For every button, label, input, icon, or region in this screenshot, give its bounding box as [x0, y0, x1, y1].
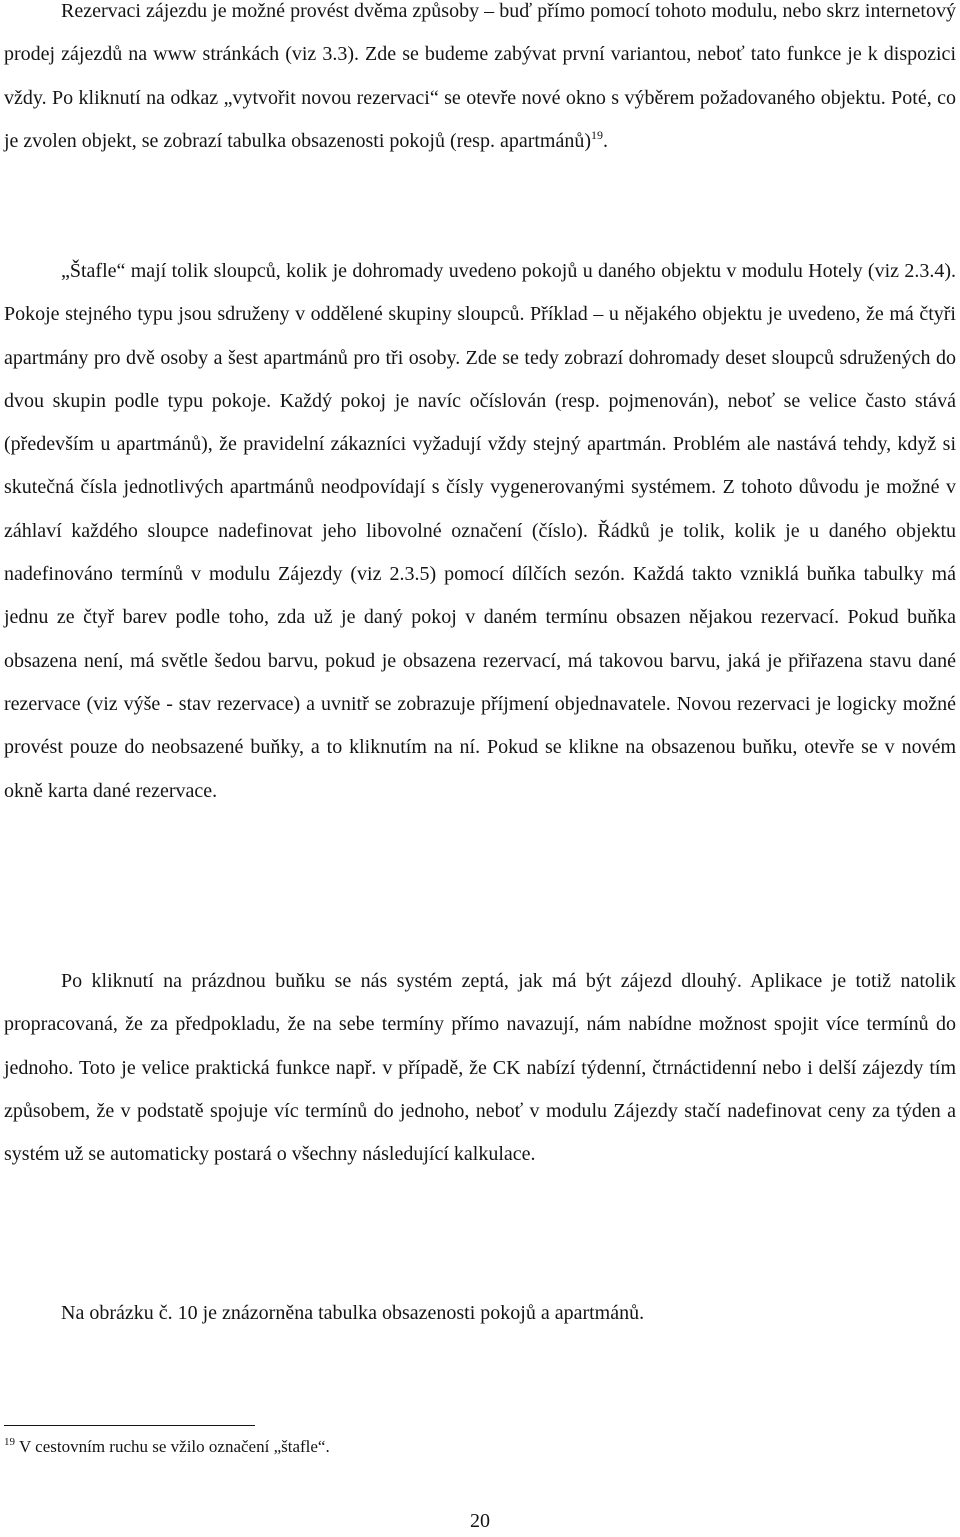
paragraph-1	[4, 0, 956, 163]
footnote-separator	[4, 1425, 255, 1426]
footnote-reference: 19	[591, 127, 604, 142]
paragraph-3-text: Po kliknutí na prázdnou buňku se nás systém zeptá, jak má být zájezd dlouhý. Aplikace je totiž natolik propracovaná, že za předpokladu, že na sebe termíny přímo navazují, nám nabídne možnost spojit více termínů do jednoho. Toto je velice praktická funkce např. v případě, že CK nabízí týdenní, čtrnáctidenní nebo i delší zájezdy tím způsobem, že v podstatě spojuje víc termínů do jednoho, neboť v modulu Zájezdy stačí nadefinovat ceny za týden a systém už se automaticky postará o všechny následující kalkulace.	[4, 970, 956, 1166]
page-number: 20	[470, 1510, 490, 1532]
paragraph-2	[4, 250, 956, 813]
footnote-number: 19	[4, 1436, 15, 1448]
paragraph-3	[4, 960, 956, 1176]
paragraph-4-text: Na obrázku č. 10 je znázorněna tabulka obsazenosti pokojů a apartmánů.	[61, 1302, 645, 1324]
paragraph-1-text: Rezervaci zájezdu je možné provést dvěma způsoby – buď přímo pomocí tohoto modulu, nebo skrz internetový prodej zájezdů na www stránkách (viz 3.3). Zde se budeme zabývat první variantou, neboť tato funkce je k dispozici vždy. Po kliknutí na odkaz „vytvořit novou rezervaci“ se otevře nové okno s výběrem požadovaného objektu. Poté, co je zvolen objekt, se zobrazí tabulka obsazenosti pokojů (resp. apartmánů)	[4, 0, 956, 152]
footnote	[4, 1436, 330, 1458]
paragraph-2-text: „Štafle“ mají tolik sloupců, kolik je dohromady uvedeno pokojů u daného objektu v modulu Hotely (viz 2.3.4). Pokoje stejného typu jsou sdruženy v oddělené skupiny sloupců. Příklad – u nějakého objektu je uvedeno, že má čtyři apartmány pro dvě osoby a šest apartmánů pro tři osoby. Zde se tedy zobrazí dohromady deset sloupců sdružených do dvou skupin podle typu pokoje. Každý pokoj je navíc očíslován (resp. pojmenován), neboť se velice často stává (především u apartmánů), že pravidelní zákazníci vyžadují vždy stejný apartmán. Problém ale nastává tehdy, když si skutečná čísla jednotlivých apartmánů neodpovídají s čísly vygenerovanými systémem. Z tohoto důvodu je možné v záhlaví každého sloupce nadefinovat jeho libovolné označení (číslo). Řádků je tolik, kolik je u daného objektu nadefinováno termínů v modulu Zájezdy (viz 2.3.5) pomocí dílčích sezón. Každá takto vzniklá buňka tabulky má jednu ze čtyř barev podle toho, zda už je daný pokoj v daném termínu obsazen nějakou rezervací. Pokud buňka obsazena není, má světle šedou barvu, pokud je obsazena rezervací, má takovou barvu, jaká je přiřazena stavu dané rezervace (viz výše - stav rezervace) a uvnitř se zobrazuje příjmení objednavatele. Novou rezervaci je logicky možné provést pouze do neobsazené buňky, a to kliknutím na ní. Pokud se klikne na obsazenou buňku, otevře se v novém okně karta dané rezervace.	[4, 260, 956, 802]
footnote-text: V cestovním ruchu se vžilo označení „štafle“.	[18, 1437, 330, 1456]
paragraph-1-end: .	[603, 129, 609, 152]
paragraph-4	[4, 1292, 956, 1335]
